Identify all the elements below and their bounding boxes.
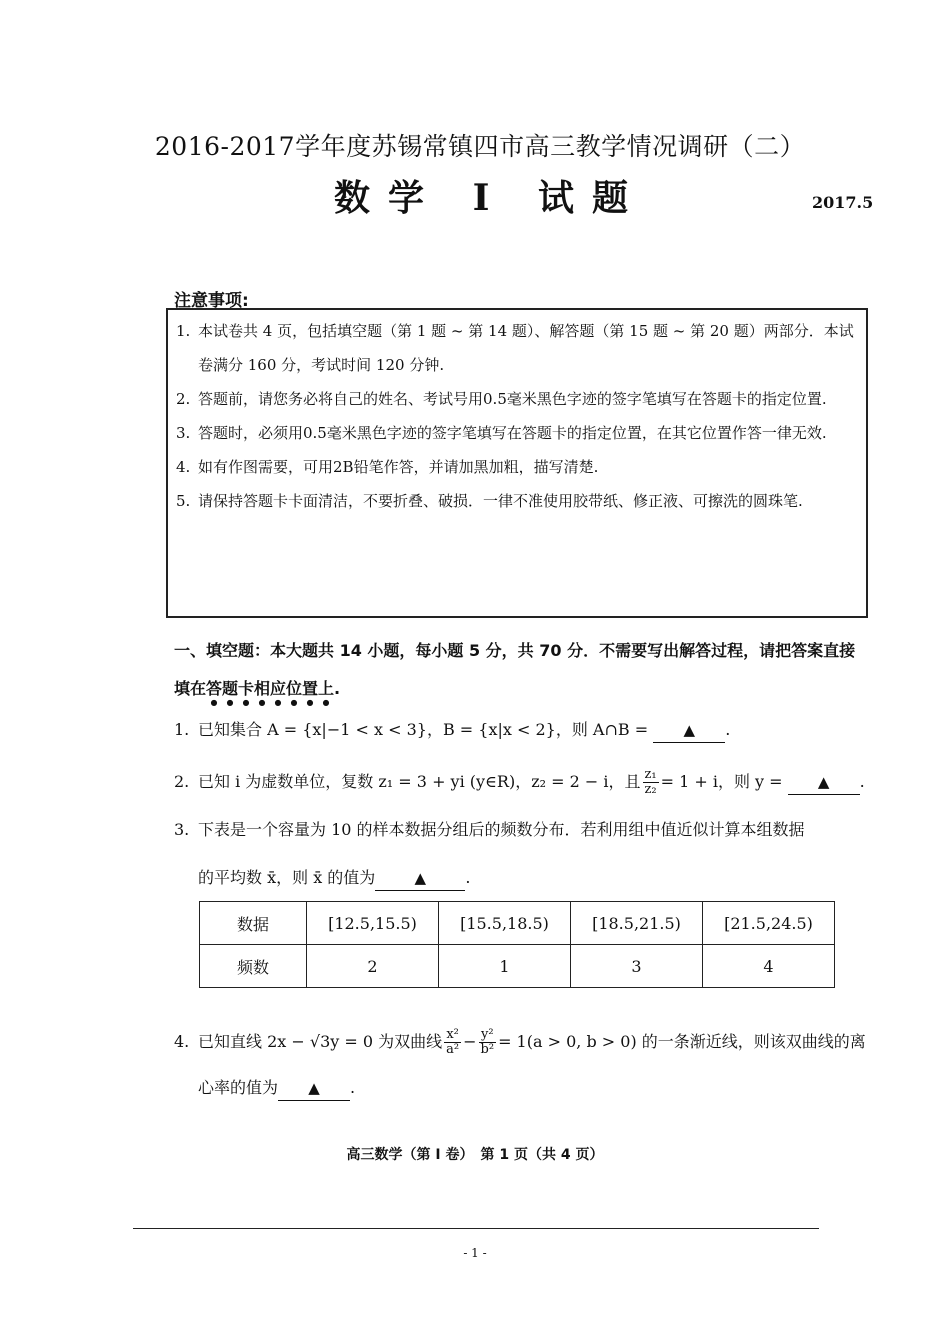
table-cell: [15.5,18.5) [439, 902, 571, 945]
fraction: $\frac{\text{y²}}{\text{b²}}$ [480, 1027, 495, 1057]
triangle-icon: ▲ [683, 721, 695, 739]
table-cell: [12.5,15.5) [307, 902, 439, 945]
table-cell: 3 [571, 945, 703, 988]
notice-item: 2. 答题前，请您务必将自己的姓名、考试号用0.5毫米黑色字迹的签字笔填写在答题卡的指定位置. [176, 382, 856, 416]
frequency-table [199, 901, 835, 988]
notice-text: 答题时，必须用0.5毫米黑色字迹的签字笔填写在答题卡的指定位置，在其它位置作答一律无效. [198, 424, 827, 442]
notice-item: 5. 请保持答题卡卡面清洁，不要折叠、破损．一律不准使用胶带纸、修正液、可擦洗的圆珠笔. [176, 484, 856, 518]
notice-text: 答题前，请您务必将自己的姓名、考试号用0.5毫米黑色字迹的签字笔填写在答题卡的指定位置. [198, 390, 827, 408]
table-row [200, 945, 835, 988]
question-1: 1. 已知集合 A = {x|−1 < x < 3}，B = {x|x < 2}，则 A∩B = ▲ . [174, 718, 864, 743]
table-row [200, 902, 835, 945]
notice-text: 本试卷共 4 页，包括填空题（第 1 题 ~ 第 14 题）、解答题（第 15 题 ~ 第 20 题）两部分．本试卷满分 160 分，考试时间 120 分钟. [198, 322, 854, 374]
notice-text: 请保持答题卡卡面清洁，不要折叠、破损．一律不准使用胶带纸、修正液、可擦洗的圆珠笔. [198, 492, 803, 510]
section-heading: 一、填空题：本大题共 14 小题，每小题 5 分，共 70 分．不需要写出解答过程，请把答案直接填在答题卡相应位置上. [174, 641, 856, 698]
notice-heading: 注意事项: [174, 291, 249, 311]
fraction: $\frac{\text{x²}}{\text{a²}}$ [446, 1027, 460, 1057]
exam-subtitle: 数学 I 试题 [334, 177, 646, 219]
notice-item: 1. 本试卷共 4 页，包括填空题（第 1 题 ~ 第 14 题）、解答题（第 15 题 ~ 第 20 题）两部分．本试卷满分 160 分，考试时间 120 分钟. [176, 314, 856, 382]
question-2: 2. 已知 i 为虚数单位，复数 z₁ = 3 + yi (y∈R)，z₂ = 2 − i，且 $\frac{\text{z₁}}{\text{z₂}}$ = 1 + i，则 y = ▲ . [174, 767, 865, 797]
answer-blank [788, 770, 860, 795]
table-cell: [18.5,21.5) [571, 902, 703, 945]
emphasis-text: 答题卡相应位置上 [206, 679, 335, 698]
triangle-icon: ▲ [414, 869, 427, 887]
triangle-icon: ▲ [817, 773, 830, 791]
question-4: 4. 已知直线 2x − √3y = 0 为双曲线 $\frac{\text{x²}}{\text{a²}}$ − $\frac{\text{y²}}{\text{b²}}$ = 1(a > 0, b > 0) 的一条渐近线，则该双曲线的离 [174, 1027, 866, 1057]
exam-date: 2017.5 [812, 193, 874, 212]
page-footer: 高三数学（第 I 卷） 第 1 页（共 4 页） [346, 1147, 604, 1163]
question-3-line2: 的平均数 x̄，则 x̄ 的值为 ▲ . [198, 866, 888, 891]
table-cell: 2 [307, 945, 439, 988]
table-cell: 频数 [200, 945, 307, 988]
exam-title: 2016-2017学年度苏锡常镇四市高三教学情况调研（二） [154, 132, 806, 161]
notice-item: 3. 答题时，必须用0.5毫米黑色字迹的签字笔填写在答题卡的指定位置，在其它位置作答一律无效. [176, 416, 856, 450]
notice-text: 如有作图需要，可用2B铅笔作答，并请加黑加粗，描写清楚. [198, 458, 599, 476]
answer-blank [375, 866, 465, 891]
answer-blank [653, 718, 725, 743]
page-number: - 1 - [463, 1246, 487, 1260]
notice-box [166, 308, 868, 618]
notice-item: 4. 如有作图需要，可用2B铅笔作答，并请加黑加粗，描写清楚. [176, 450, 856, 484]
table-cell: [21.5,24.5) [703, 902, 835, 945]
divider [133, 1228, 819, 1229]
question-4-line2: 心率的值为 ▲ . [198, 1076, 888, 1101]
table-cell: 数据 [200, 902, 307, 945]
table-cell: 1 [439, 945, 571, 988]
triangle-icon: ▲ [308, 1079, 320, 1097]
question-3: 3. 下表是一个容量为 10 的样本数据分组后的频数分布．若利用组中值近似计算本组数据 [174, 820, 805, 839]
table-cell: 4 [703, 945, 835, 988]
answer-blank [278, 1076, 350, 1101]
fraction: $\frac{\text{z₁}}{\text{z₂}}$ [644, 767, 657, 797]
